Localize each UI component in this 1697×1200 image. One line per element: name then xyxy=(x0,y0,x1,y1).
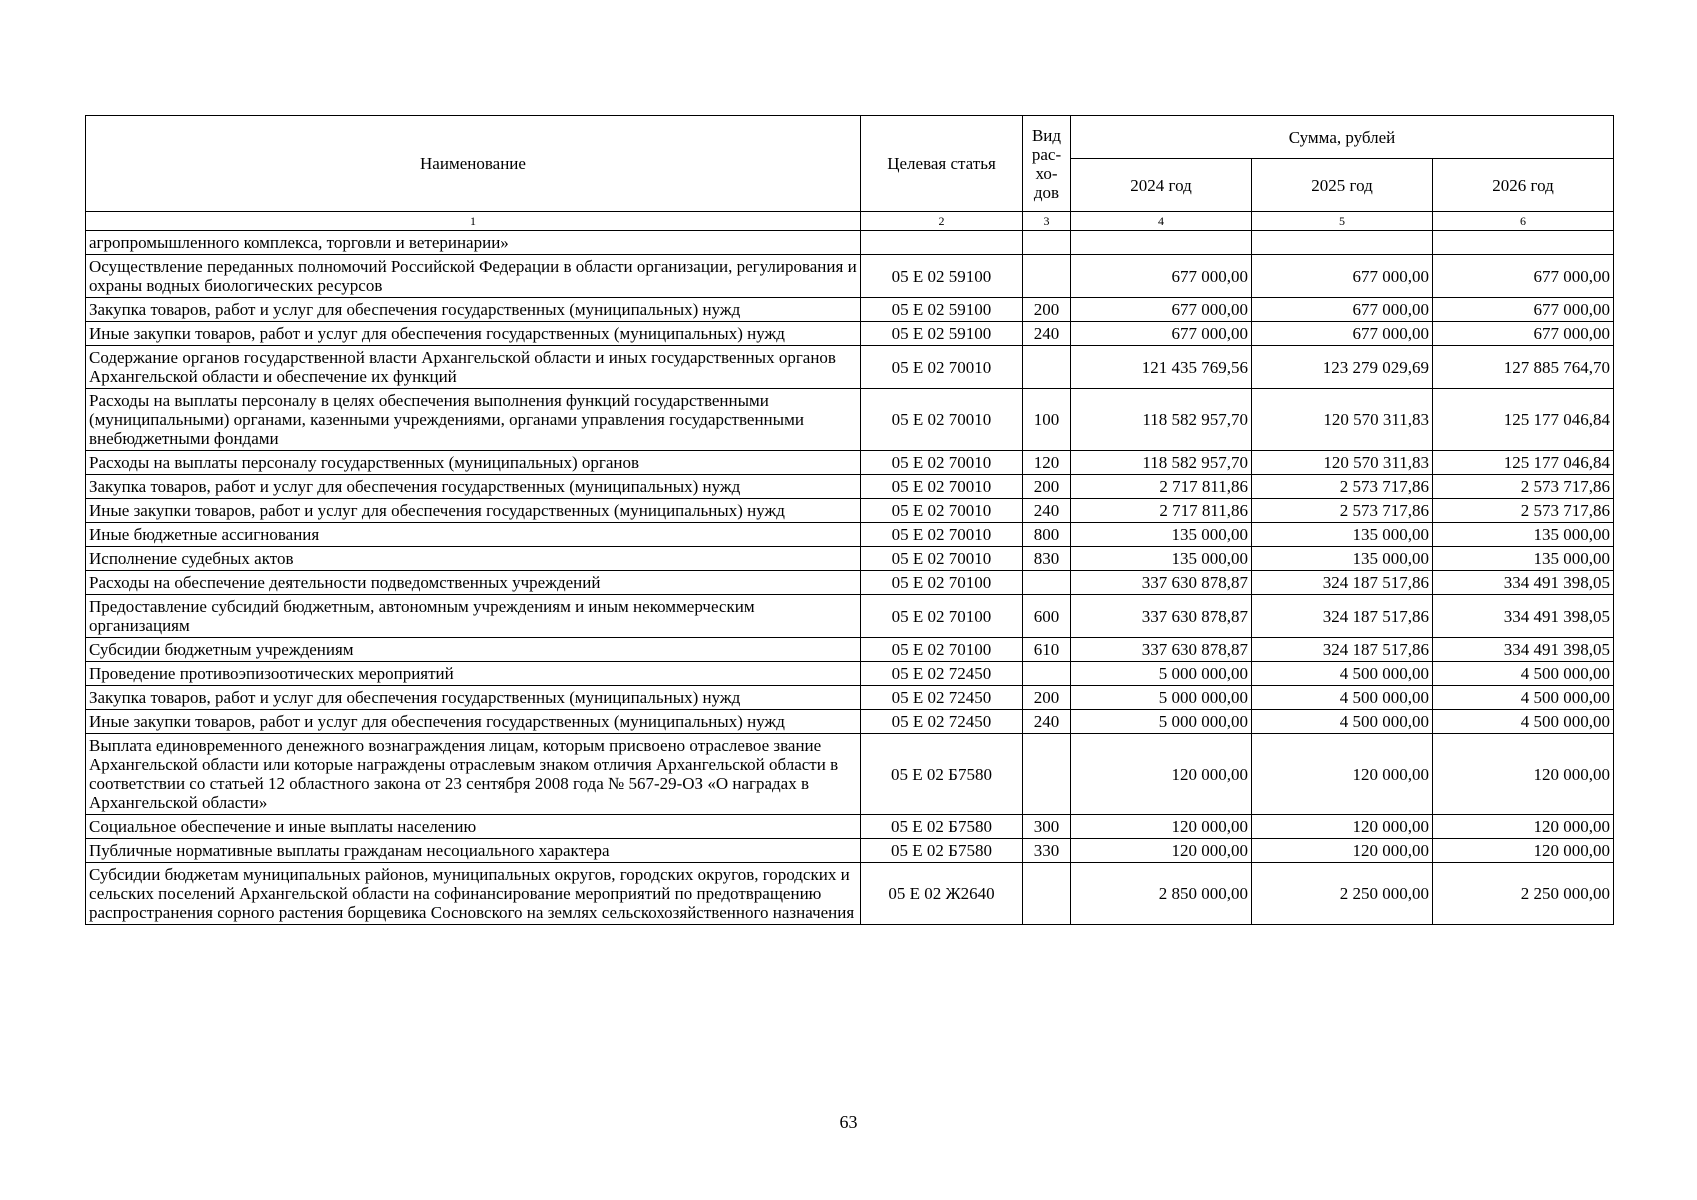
row-amount-2025: 677 000,00 xyxy=(1252,322,1433,346)
row-expense-type: 120 xyxy=(1023,451,1071,475)
row-expense-type: 200 xyxy=(1023,298,1071,322)
row-amount-2024: 2 850 000,00 xyxy=(1071,863,1252,925)
row-amount-2024: 121 435 769,56 xyxy=(1071,346,1252,389)
row-amount-2025: 123 279 029,69 xyxy=(1252,346,1433,389)
row-target-article: 05 Е 02 70010 xyxy=(861,523,1023,547)
row-amount-2026: 2 573 717,86 xyxy=(1433,499,1614,523)
row-name: Субсидии бюджетам муниципальных районов, муниципальных округов, городских округов, городских и сельских поселений Архангельской области на софинансирование мероприятий по предотвращению распространения сорного растения борщевика Сосновского на землях сельскохозяйственного назначения xyxy=(86,863,861,925)
row-amount-2025: 4 500 000,00 xyxy=(1252,662,1433,686)
row-amount-2025: 4 500 000,00 xyxy=(1252,710,1433,734)
table-row xyxy=(86,686,1614,710)
row-target-article: 05 Е 02 59100 xyxy=(861,255,1023,298)
row-expense-type: 830 xyxy=(1023,547,1071,571)
row-target-article: 05 Е 02 70010 xyxy=(861,451,1023,475)
row-target-article: 05 Е 02 70010 xyxy=(861,346,1023,389)
row-amount-2026: 2 573 717,86 xyxy=(1433,475,1614,499)
column-number: 3 xyxy=(1023,212,1071,231)
row-name: Выплата единовременного денежного вознаграждения лицам, которым присвоено отраслевое звание Архангельской области или которые награждены отраслевым знаком отличия Архангельской области в соответствии со статьей 12 областного закона от 23 сентября 2008 года № 567-29-ОЗ «О наградах в Архангельской области» xyxy=(86,734,861,815)
row-amount-2025: 135 000,00 xyxy=(1252,523,1433,547)
row-target-article: 05 Е 02 59100 xyxy=(861,322,1023,346)
row-expense-type: 600 xyxy=(1023,595,1071,638)
table-row xyxy=(86,839,1614,863)
row-expense-type: 200 xyxy=(1023,686,1071,710)
table-row xyxy=(86,863,1614,925)
table-row xyxy=(86,389,1614,451)
row-amount-2024: 118 582 957,70 xyxy=(1071,451,1252,475)
row-amount-2024: 677 000,00 xyxy=(1071,322,1252,346)
row-amount-2024: 5 000 000,00 xyxy=(1071,662,1252,686)
row-expense-type xyxy=(1023,231,1071,255)
row-name: Закупка товаров, работ и услуг для обеспечения государственных (муниципальных) нужд xyxy=(86,298,861,322)
row-amount-2026: 334 491 398,05 xyxy=(1433,595,1614,638)
row-amount-2024: 120 000,00 xyxy=(1071,839,1252,863)
header-year-2024: 2024 год xyxy=(1071,159,1252,212)
row-amount-2025: 120 000,00 xyxy=(1252,734,1433,815)
row-amount-2024: 2 717 811,86 xyxy=(1071,475,1252,499)
row-amount-2024: 677 000,00 xyxy=(1071,298,1252,322)
table-row xyxy=(86,815,1614,839)
row-expense-type xyxy=(1023,734,1071,815)
row-amount-2025: 2 573 717,86 xyxy=(1252,499,1433,523)
row-target-article: 05 Е 02 72450 xyxy=(861,686,1023,710)
row-name: Публичные нормативные выплаты гражданам несоциального характера xyxy=(86,839,861,863)
row-name: Расходы на выплаты персоналу государственных (муниципальных) органов xyxy=(86,451,861,475)
row-name: Расходы на выплаты персоналу в целях обеспечения выполнения функций государственными (муниципальными) органами, казенными учреждениями, органами управления государственными внебюджетными фондами xyxy=(86,389,861,451)
row-target-article: 05 Е 02 70100 xyxy=(861,571,1023,595)
row-name: Проведение противоэпизоотических мероприятий xyxy=(86,662,861,686)
row-amount-2026: 125 177 046,84 xyxy=(1433,389,1614,451)
row-expense-type: 300 xyxy=(1023,815,1071,839)
row-amount-2024: 135 000,00 xyxy=(1071,523,1252,547)
row-amount-2025: 677 000,00 xyxy=(1252,298,1433,322)
table-row xyxy=(86,662,1614,686)
row-name: Иные закупки товаров, работ и услуг для обеспечения государственных (муниципальных) нужд xyxy=(86,710,861,734)
table-row xyxy=(86,255,1614,298)
row-name: Предоставление субсидий бюджетным, автономным учреждениям и иным некоммерческим организациям xyxy=(86,595,861,638)
row-expense-type: 330 xyxy=(1023,839,1071,863)
row-amount-2026: 120 000,00 xyxy=(1433,734,1614,815)
row-expense-type: 240 xyxy=(1023,710,1071,734)
row-name: Содержание органов государственной власти Архангельской области и иных государственных органов Архангельской области и обеспечение их функций xyxy=(86,346,861,389)
table-row xyxy=(86,734,1614,815)
row-name: Закупка товаров, работ и услуг для обеспечения государственных (муниципальных) нужд xyxy=(86,686,861,710)
row-expense-type: 240 xyxy=(1023,322,1071,346)
row-amount-2024: 2 717 811,86 xyxy=(1071,499,1252,523)
row-expense-type: 200 xyxy=(1023,475,1071,499)
header-year-2025: 2025 год xyxy=(1252,159,1433,212)
row-amount-2024: 120 000,00 xyxy=(1071,815,1252,839)
row-amount-2025: 324 187 517,86 xyxy=(1252,595,1433,638)
header-year-2026: 2026 год xyxy=(1433,159,1614,212)
table-row xyxy=(86,322,1614,346)
column-number: 2 xyxy=(861,212,1023,231)
row-target-article xyxy=(861,231,1023,255)
table-row xyxy=(86,451,1614,475)
row-target-article: 05 Е 02 59100 xyxy=(861,298,1023,322)
row-expense-type: 610 xyxy=(1023,638,1071,662)
row-name: Закупка товаров, работ и услуг для обеспечения государственных (муниципальных) нужд xyxy=(86,475,861,499)
table-row xyxy=(86,595,1614,638)
row-amount-2025: 4 500 000,00 xyxy=(1252,686,1433,710)
row-name: Иные бюджетные ассигнования xyxy=(86,523,861,547)
row-target-article: 05 Е 02 70010 xyxy=(861,475,1023,499)
row-amount-2026: 2 250 000,00 xyxy=(1433,863,1614,925)
row-expense-type: 240 xyxy=(1023,499,1071,523)
row-target-article: 05 Е 02 Б7580 xyxy=(861,815,1023,839)
row-expense-type xyxy=(1023,346,1071,389)
row-name: Иные закупки товаров, работ и услуг для обеспечения государственных (муниципальных) нужд xyxy=(86,499,861,523)
row-target-article: 05 Е 02 70010 xyxy=(861,389,1023,451)
row-amount-2025: 324 187 517,86 xyxy=(1252,638,1433,662)
row-amount-2024: 5 000 000,00 xyxy=(1071,710,1252,734)
row-amount-2025: 2 573 717,86 xyxy=(1252,475,1433,499)
row-name: Субсидии бюджетным учреждениям xyxy=(86,638,861,662)
row-amount-2024: 120 000,00 xyxy=(1071,734,1252,815)
table-row xyxy=(86,346,1614,389)
column-number: 6 xyxy=(1433,212,1614,231)
row-amount-2026: 334 491 398,05 xyxy=(1433,571,1614,595)
row-amount-2026: 677 000,00 xyxy=(1433,298,1614,322)
row-expense-type xyxy=(1023,662,1071,686)
row-expense-type: 100 xyxy=(1023,389,1071,451)
row-amount-2026: 135 000,00 xyxy=(1433,547,1614,571)
row-expense-type xyxy=(1023,255,1071,298)
column-number-row xyxy=(86,212,1614,231)
row-amount-2026: 120 000,00 xyxy=(1433,839,1614,863)
row-amount-2024: 118 582 957,70 xyxy=(1071,389,1252,451)
row-amount-2025: 120 000,00 xyxy=(1252,815,1433,839)
column-number: 4 xyxy=(1071,212,1252,231)
table-row xyxy=(86,710,1614,734)
row-target-article: 05 Е 02 70100 xyxy=(861,595,1023,638)
header-target-article: Целевая статья xyxy=(861,116,1023,212)
row-target-article: 05 Е 02 72450 xyxy=(861,710,1023,734)
row-amount-2024: 337 630 878,87 xyxy=(1071,595,1252,638)
table-row xyxy=(86,571,1614,595)
row-amount-2024: 5 000 000,00 xyxy=(1071,686,1252,710)
column-number: 5 xyxy=(1252,212,1433,231)
row-amount-2025: 135 000,00 xyxy=(1252,547,1433,571)
row-amount-2026: 125 177 046,84 xyxy=(1433,451,1614,475)
row-expense-type xyxy=(1023,571,1071,595)
row-target-article: 05 Е 02 Ж2640 xyxy=(861,863,1023,925)
header-expense-type: Вид рас-хо-дов xyxy=(1023,116,1071,212)
table-row xyxy=(86,523,1614,547)
row-target-article: 05 Е 02 Б7580 xyxy=(861,839,1023,863)
budget-table xyxy=(85,115,1614,925)
row-amount-2026: 677 000,00 xyxy=(1433,322,1614,346)
table-row xyxy=(86,638,1614,662)
row-amount-2025: 677 000,00 xyxy=(1252,255,1433,298)
row-target-article: 05 Е 02 70010 xyxy=(861,547,1023,571)
table-row xyxy=(86,499,1614,523)
row-name: Иные закупки товаров, работ и услуг для обеспечения государственных (муниципальных) нужд xyxy=(86,322,861,346)
row-amount-2026: 334 491 398,05 xyxy=(1433,638,1614,662)
row-target-article: 05 Е 02 70100 xyxy=(861,638,1023,662)
row-expense-type xyxy=(1023,863,1071,925)
row-target-article: 05 Е 02 72450 xyxy=(861,662,1023,686)
row-expense-type: 800 xyxy=(1023,523,1071,547)
row-amount-2025: 120 570 311,83 xyxy=(1252,451,1433,475)
header-name: Наименование xyxy=(86,116,861,212)
row-amount-2025: 120 000,00 xyxy=(1252,839,1433,863)
row-amount-2025: 2 250 000,00 xyxy=(1252,863,1433,925)
row-name: Осуществление переданных полномочий Российской Федерации в области организации, регулирования и охраны водных биологических ресурсов xyxy=(86,255,861,298)
table-row xyxy=(86,231,1614,255)
row-name: агропромышленного комплекса, торговли и ветеринарии» xyxy=(86,231,861,255)
row-amount-2026: 4 500 000,00 xyxy=(1433,710,1614,734)
row-name: Социальное обеспечение и иные выплаты населению xyxy=(86,815,861,839)
page-number: 63 xyxy=(839,1112,858,1132)
row-amount-2025: 324 187 517,86 xyxy=(1252,571,1433,595)
row-name: Исполнение судебных актов xyxy=(86,547,861,571)
column-number: 1 xyxy=(86,212,861,231)
row-amount-2026: 677 000,00 xyxy=(1433,255,1614,298)
table-row xyxy=(86,475,1614,499)
row-amount-2026: 120 000,00 xyxy=(1433,815,1614,839)
table-body xyxy=(86,231,1614,925)
row-amount-2024 xyxy=(1071,231,1252,255)
row-amount-2026 xyxy=(1433,231,1614,255)
row-amount-2026: 127 885 764,70 xyxy=(1433,346,1614,389)
row-target-article: 05 Е 02 Б7580 xyxy=(861,734,1023,815)
row-amount-2024: 677 000,00 xyxy=(1071,255,1252,298)
row-name: Расходы на обеспечение деятельности подведомственных учреждений xyxy=(86,571,861,595)
table-row xyxy=(86,298,1614,322)
row-amount-2026: 4 500 000,00 xyxy=(1433,686,1614,710)
row-target-article: 05 Е 02 70010 xyxy=(861,499,1023,523)
row-amount-2024: 337 630 878,87 xyxy=(1071,638,1252,662)
row-amount-2024: 337 630 878,87 xyxy=(1071,571,1252,595)
header-sum: Сумма, рублей xyxy=(1071,116,1614,159)
row-amount-2025 xyxy=(1252,231,1433,255)
row-amount-2026: 4 500 000,00 xyxy=(1433,662,1614,686)
row-amount-2024: 135 000,00 xyxy=(1071,547,1252,571)
row-amount-2026: 135 000,00 xyxy=(1433,523,1614,547)
table-row xyxy=(86,547,1614,571)
row-amount-2025: 120 570 311,83 xyxy=(1252,389,1433,451)
